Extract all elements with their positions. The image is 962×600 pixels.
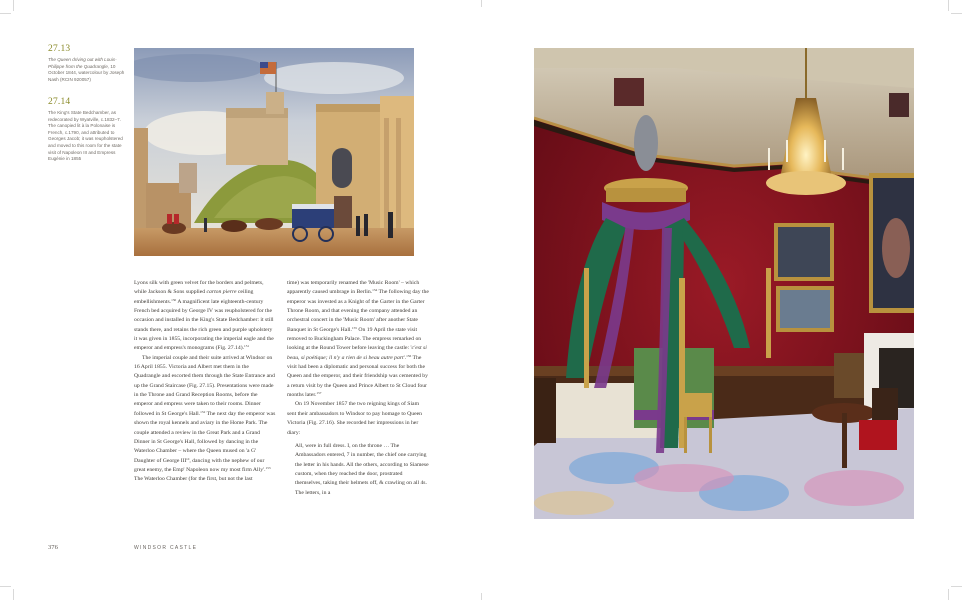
footnote-ref: 156 xyxy=(406,353,412,358)
body-column-2 xyxy=(287,279,429,498)
windsor-quadrangle-painting xyxy=(134,48,414,256)
figure-number: 27.14 xyxy=(48,97,71,107)
crop-mark xyxy=(0,13,11,14)
crop-mark xyxy=(948,589,949,600)
crop-mark xyxy=(481,0,482,7)
caption-27-14 xyxy=(48,97,126,163)
paragraph: Lyons silk with green velvet for the borders and pelmets, while Jackson & Sons supplied carton pierre ceiling embellishments.$^{150}$ A magnificent late eighteenth-century French bed acquired by George IV was reupholstered for the occasion and installed in the King's State Bedchamber: it still stands there, and retains the rich green and purple upholstery it was given in 1855, incorporating the imperial eagle and the emperor and empress's monograms (Fig. 27.14).$^{151}$ xyxy=(134,280,274,352)
footnote-ref: 152 xyxy=(200,409,206,414)
footnote-ref: 154 xyxy=(372,288,378,293)
footnote-ref: 155 xyxy=(351,325,357,330)
paragraph: The imperial couple and their suite arrived at Windsor on 16 April 1855. Victoria and Albert met them in the Quadrangle and escorted them through the State Entrance and up the Grand Staircase (Fig. 27.15). Presentations were made in the Throne and Grand Reception Rooms, before the emperor and empress were taken to their rooms. Dinner followed in St George's Hall.$^{152}$ The next day the emperor was shown the royal kennels and aviary in the Home Park. The couple attended a review in the Great Park and a Grand Dinner in St George's Hall, followed by dancing in the Waterloo Chamber – where the Queen mused on 'a $G^t$ Daughter of George IIIrd, dancing with the nephew of our great enemy, the Emp$^r$ Napoleon now my most firm Ally'.$^{153}$ The Waterloo Chamber (for the first, but not the last xyxy=(134,354,276,483)
running-head: WINDSOR CASTLE xyxy=(134,545,198,551)
caption-text: The Queen driving out with Louis-Philippe from the Quadrangle, 10 October 1844, watercolour by Joseph Nash (RCIN 920057) xyxy=(48,57,125,82)
crop-mark xyxy=(951,13,962,14)
body-column-1 xyxy=(134,279,276,485)
state-bedchamber-photograph xyxy=(534,48,914,519)
page-number: 376 xyxy=(48,544,58,551)
footnote-ref: 151 xyxy=(244,344,250,349)
footnote-ref: 153 xyxy=(265,465,271,470)
crop-mark xyxy=(951,586,962,587)
crop-mark xyxy=(0,586,11,587)
figure-number: 27.13 xyxy=(48,44,71,54)
crop-mark xyxy=(13,0,14,11)
figure-27-13-watercolour xyxy=(134,48,414,256)
paragraph: time) was temporarily renamed the 'Music Room' – which apparently caused umbrage in Berlin.$^{154}$ The following day the emperor was invested as a Knight of the Garter in the Garter Throne Room, and that evening the company attended an orchestral concert in the 'Music Room' after another State Banquet in St George's Hall.$^{155}$ On 19 April the state visit removed to Buckingham Palace. The empress remarked on looking at the Round Tower before leaving the castle: 'c'est si beau, si poétique; il n'y a rien de si beau autre part'.$^{156}$ The visit had been a diplomatic and personal success for both the Queen and the emperor, and their friendship was cemented by a return visit by the Queen and Prince Albert to St Cloud four months later.$^{157}$ xyxy=(287,280,429,399)
figure-27-14-bedchamber-photo xyxy=(534,48,914,519)
caption-27-13 xyxy=(48,44,126,83)
crop-mark xyxy=(13,589,14,600)
footnote-ref: 150 xyxy=(171,297,177,302)
crop-mark xyxy=(948,0,949,11)
caption-text: The King's State Bedchamber, as redecorated by Wyatville, c.1832–7. The canopied lit à la Polonaise is French, c.1790, and attributed to Georges Jacob; it was reupholstered and moved to this room for the state visit of Napoleon III and Empress Eugénie in 1855 xyxy=(48,110,123,162)
crop-mark xyxy=(481,593,482,600)
paragraph: On 19 November 1857 the two reigning kings of Siam sent their ambassadors to Windsor to pay homage to Queen Victoria (Fig. 27.16). She recorded her impressions in her diary: xyxy=(287,401,423,436)
footnote-ref: 157 xyxy=(316,391,322,396)
block-quote: All, were in full dress. I, on the throne … The Ambassadors entered, 7 in number, the chief one carrying the letter in his hands. All the others, according to Siamese custom, when they reached the door, prostrated themselves, taking their helmets off, & crawling on all 4s. The letters, in a xyxy=(295,442,429,496)
